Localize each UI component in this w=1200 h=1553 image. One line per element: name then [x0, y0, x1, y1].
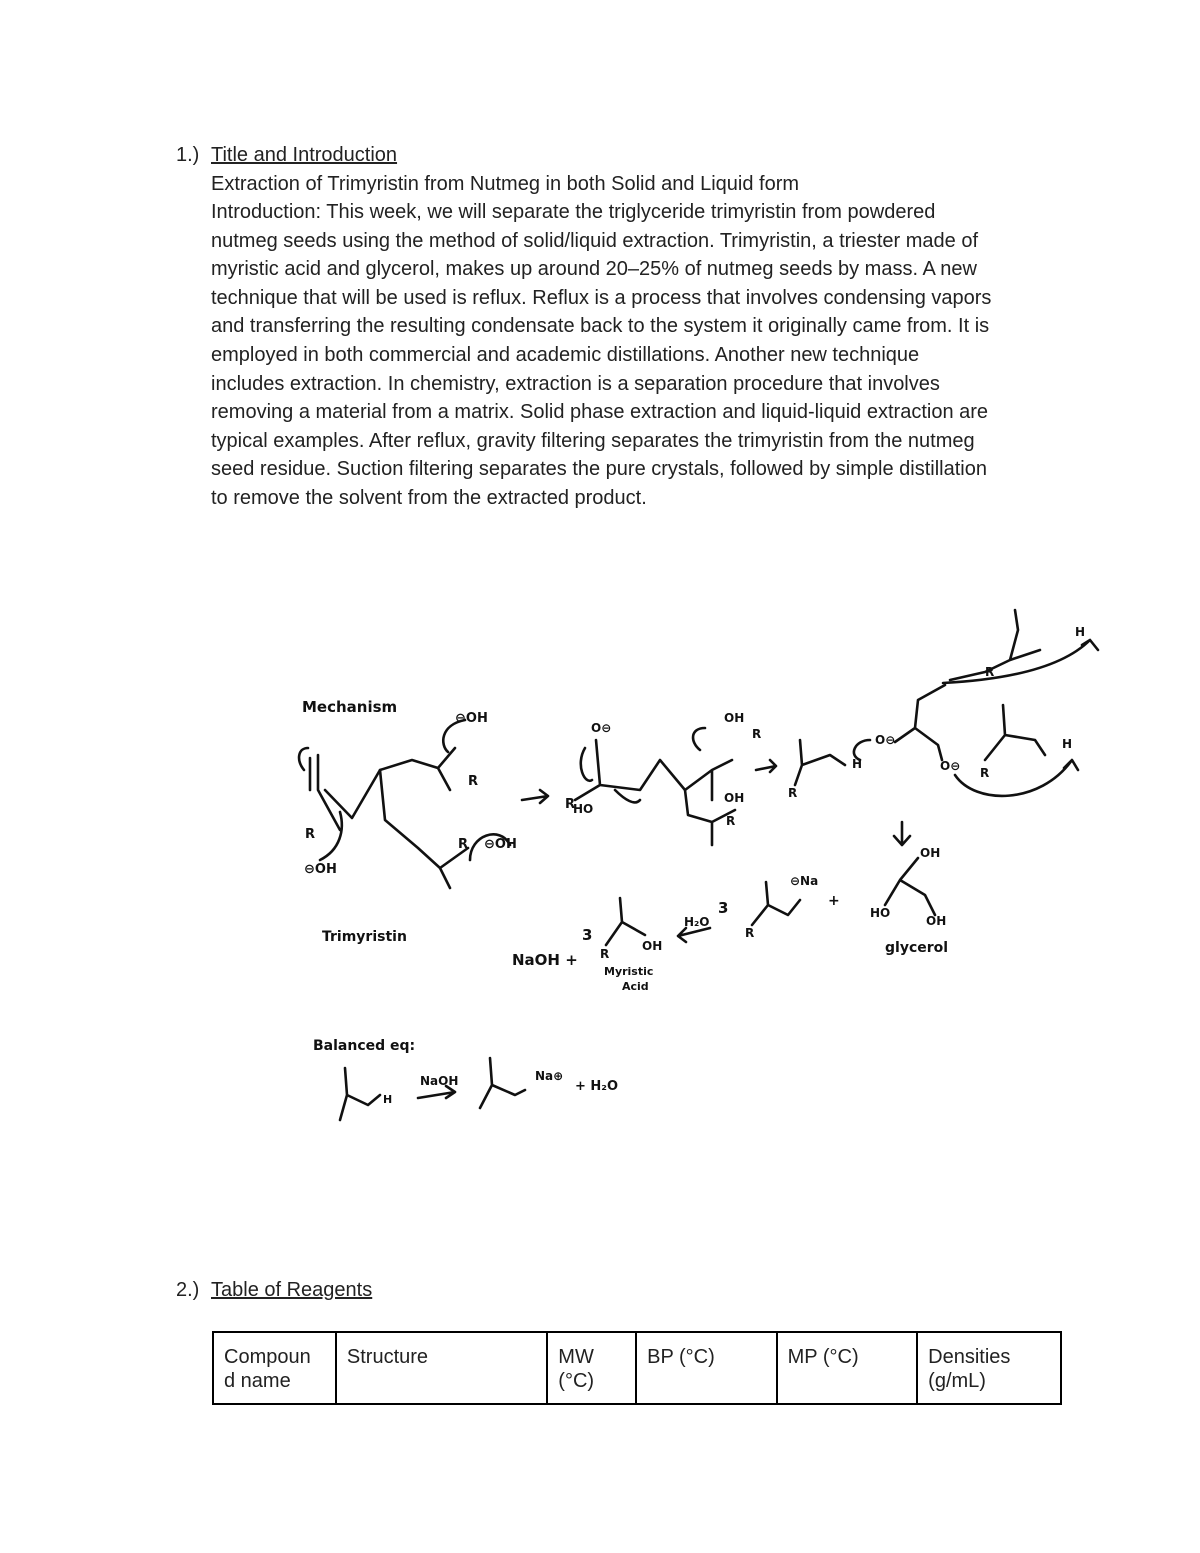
oh-label: OH [724, 711, 745, 725]
intro-line: employed in both commercial and academic distillations. Another new technique [211, 343, 920, 366]
h-label: H [383, 1093, 393, 1106]
stoich-three: 3 [582, 926, 593, 944]
column-header-compound-name: Compoun d name [213, 1332, 336, 1404]
r-group-label: R [600, 947, 610, 961]
section-2-number: 2.) [176, 1279, 200, 1301]
sodium-label: Na⊕ [535, 1069, 564, 1083]
h-label: H [1062, 737, 1073, 751]
intro-line: typical examples. After reflux, gravity filtering separates the trimyristin from the nutmeg [211, 429, 975, 452]
table-header-row [213, 1332, 1061, 1404]
r-group-label: R [726, 814, 736, 828]
r-group-label: R [565, 797, 576, 812]
column-header-mw: MW (°C) [547, 1332, 636, 1404]
stoich-three: 3 [718, 899, 729, 917]
naoh-reactant-label: NaOH + [512, 951, 578, 969]
tetrahedral-intermediate-structure [575, 728, 735, 845]
reverse-arrow-icon [678, 928, 710, 942]
ho-label: HO [870, 906, 891, 920]
naoh-reagent-label: NaOH [420, 1074, 459, 1088]
o-minus-label: O⊖ [875, 733, 896, 747]
hydroxide-label: ⊖OH [484, 837, 517, 852]
h-label: H [1075, 625, 1086, 639]
reaction-arrow-icon [522, 790, 548, 803]
trimyristin-label: Trimyristin [322, 929, 407, 945]
carboxylate-structure [752, 882, 800, 925]
glycerol-structure [885, 858, 935, 915]
intro-line: to remove the solvent from the extracted product. [211, 486, 647, 509]
r-group-label: R [745, 926, 755, 940]
r-group-label: R [980, 766, 990, 780]
r-group-label: R [458, 837, 469, 852]
document-title: Extraction of Trimyristin from Nutmeg in both Solid and Liquid form [211, 173, 800, 195]
column-header-bp: BP (°C) [636, 1332, 777, 1404]
down-arrow-icon [894, 822, 910, 845]
intro-line: seed residue. Suction filtering separates the pure crystals, followed by simple distillation [211, 458, 987, 481]
oh-label: OH [642, 939, 663, 953]
section-1-number: 1.) [176, 144, 200, 166]
r-group-label: R [468, 774, 479, 789]
water-label: H₂O [684, 915, 710, 929]
intro-line: technique that will be used is reflux. Reflux is a process that involves condensing vapors [211, 286, 992, 309]
r-group-label: R [305, 827, 316, 842]
intro-line: nutmeg seeds using the method of solid/liquid extraction. Trimyristin, a triester made of [211, 229, 979, 252]
o-minus-label: O⊖ [591, 721, 612, 735]
section-1-title: Title and Introduction [211, 144, 398, 166]
column-header-structure: Structure [336, 1332, 547, 1404]
balanced-equation-structures [340, 1058, 525, 1120]
myristic-acid-structure [606, 898, 645, 945]
oh-label: OH [920, 846, 941, 860]
myristic-acid-label: Myristic [604, 965, 654, 978]
mechanism-label: Mechanism [302, 698, 398, 716]
balanced-equation-label: Balanced eq: [313, 1038, 416, 1054]
r-group-label: R [985, 665, 995, 679]
r-group-label: R [788, 786, 798, 800]
reagents-table [212, 1331, 1062, 1405]
intro-line: removing a material from a matrix. Solid phase extraction and liquid-liquid extraction are [211, 401, 989, 424]
intro-line: myristic acid and glycerol, makes up around 20–25% of nutmeg seeds by mass. A new [211, 258, 977, 281]
sodium-label: ⊖Na [790, 874, 819, 888]
plus-sign: + [828, 893, 840, 909]
column-header-densities: Densities (g/mL) [917, 1332, 1061, 1404]
intro-line: Introduction: This week, we will separate the triglyceride trimyristin from powdered [211, 201, 936, 223]
ho-label: HO [573, 802, 594, 816]
water-label: + H₂O [575, 1079, 619, 1094]
hydroxide-label: ⊖OH [455, 711, 488, 726]
h-label: H [852, 757, 863, 771]
oh-label: OH [926, 914, 947, 928]
column-header-mp: MP (°C) [777, 1332, 918, 1404]
oh-label: OH [724, 791, 745, 805]
section-2-title: Table of Reagents [211, 1279, 373, 1301]
myristic-acid-label: Acid [622, 980, 649, 993]
intro-line: and transferring the resulting condensate back to the system it originally came from. It is [211, 315, 990, 338]
r-group-label: R [752, 727, 762, 741]
hydroxide-label: ⊖OH [304, 862, 337, 877]
reaction-arrow-icon [756, 760, 776, 772]
o-minus-label: O⊖ [940, 759, 961, 773]
glycerol-label: glycerol [885, 940, 949, 956]
glycerol-ester-structure [895, 610, 1098, 796]
intro-line: includes extraction. In chemistry, extraction is a separation procedure that involves [211, 372, 940, 395]
